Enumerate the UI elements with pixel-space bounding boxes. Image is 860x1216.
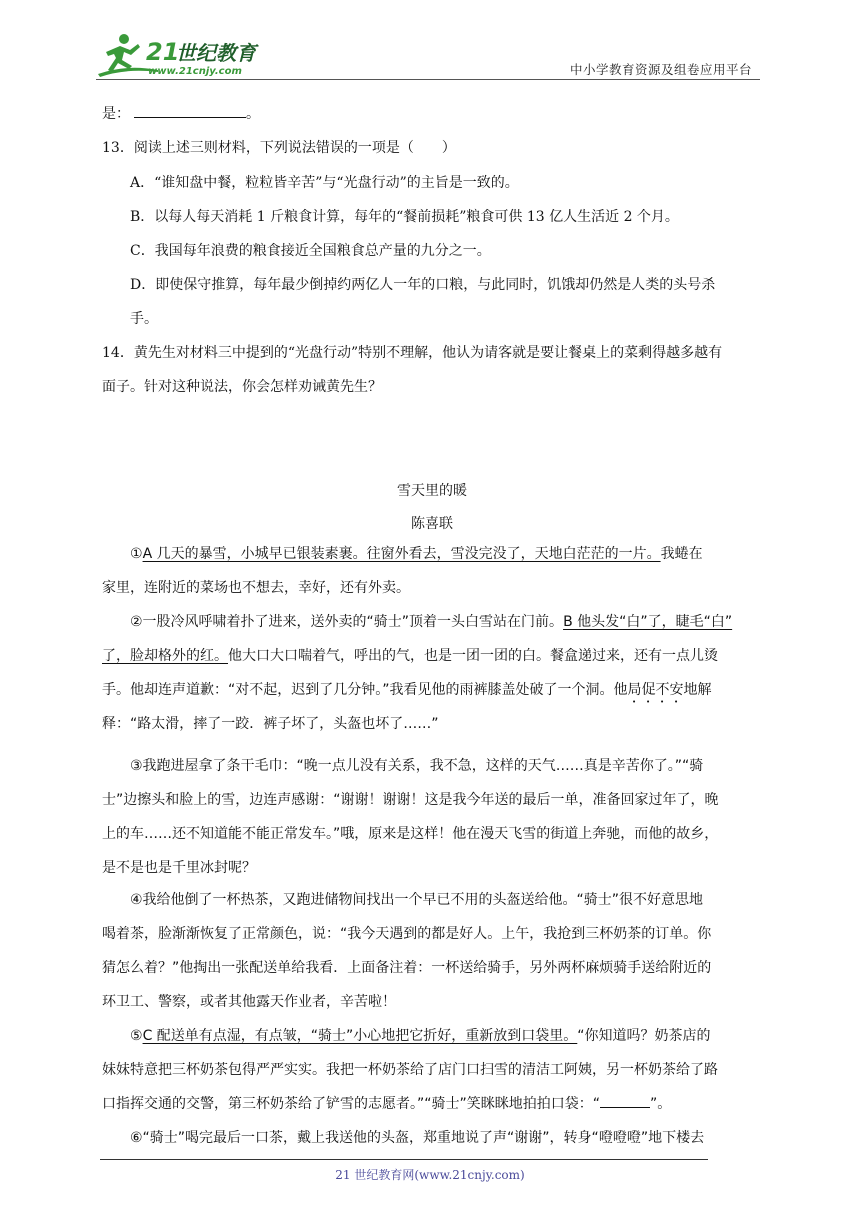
q13-option-d[interactable]: D．即使保守推算，每年最少倒掉约两亿人一年的口粮，与此同时，饥饿却仍然是人类的头号杀 bbox=[130, 277, 716, 293]
q13-stem: 13．阅读上述三则材料，下列说法错误的一项是（ ） bbox=[102, 140, 456, 156]
para1-line1 bbox=[130, 544, 703, 564]
text-run: ②一股冷风呼啸着扑了进来，送外卖的“骑士”顶着一头白雪站在门前。 bbox=[130, 614, 564, 630]
q14-line1: 14．黄先生对材料三中提到的“光盘行动”特别不理解，他认为请客就是要让餐桌上的菜剩得越多越有 bbox=[102, 345, 723, 361]
dotted-word: 局促不安 bbox=[627, 682, 684, 698]
text-run: 口指挥交通的交警，第三杯奶茶给了铲雪的志愿者。”“骑士”笑眯眯地拍拍口袋：“ bbox=[102, 1096, 601, 1112]
para4-line3: 猜怎么着？”他掏出一张配送单给我看．上面备注着：一杯送给骑手，另外两杯麻烦骑手送给附近的 bbox=[102, 960, 712, 976]
text-run: 地解 bbox=[683, 682, 712, 698]
text-run: “你知道吗？奶茶店的 bbox=[577, 1028, 711, 1044]
answer-blank[interactable] bbox=[134, 105, 246, 118]
para4-line4: 环卫工、警察，或者其他露天作业者，辛苦啦！ bbox=[102, 994, 396, 1010]
svg-text:21: 21 bbox=[146, 38, 180, 66]
story-author: 陈喜联 bbox=[411, 516, 453, 532]
text-run: 他大口大口喘着气，呼出的气，也是一团一团的白。餐盒递过来，还有一点儿烫 bbox=[228, 648, 718, 664]
brand-logo bbox=[96, 30, 266, 80]
q13-option-c[interactable]: C．我国每年浪费的粮食接近全国粮食总产量的九分之一。 bbox=[130, 243, 491, 259]
text-run: 手。他却连声道歉：“对不起，迟到了几分钟。”我看见他的雨裤膝盖处破了一个洞。他 bbox=[102, 682, 628, 698]
para5-line1 bbox=[130, 1026, 711, 1046]
para-number: ⑤ bbox=[130, 1028, 143, 1044]
story-title: 雪天里的暖 bbox=[397, 483, 467, 499]
para5-line3 bbox=[102, 1094, 671, 1114]
text-run: ”。 bbox=[650, 1096, 672, 1112]
para3-line1: ③我跑进屋拿了条干毛巾：“晚一点儿没有关系，我不急，这样的天气……真是辛苦你了。”“骑 bbox=[130, 758, 704, 774]
para3-line2: 士”边擦头和脸上的雪，边连声感谢：“谢谢！谢谢！这是我今年送的最后一单，准备回家过年了，晚 bbox=[102, 792, 719, 808]
svg-text:www.21cnjy.com: www.21cnjy.com bbox=[148, 66, 242, 77]
para3-line3: 上的车……还不知道能不能正常发车。”哦，原来是这样！他在漫天飞雪的街道上奔驰，而他的故乡， bbox=[102, 826, 719, 842]
q14-line2: 面子。针对这种说法，你会怎样劝诫黄先生？ bbox=[102, 379, 382, 395]
footer-divider bbox=[100, 1159, 708, 1160]
para2-line1 bbox=[130, 612, 732, 632]
para1-line2: 家里，连附近的菜场也不想去，幸好，还有外卖。 bbox=[102, 580, 410, 596]
page-header bbox=[96, 30, 760, 82]
q12-suffix: 。 bbox=[246, 106, 260, 122]
para2-line2 bbox=[102, 646, 718, 666]
q12-answer-line bbox=[102, 104, 260, 124]
para4-line2: 喝着茶，脸渐渐恢复了正常颜色，说：“我今天遇到的都是好人。上午，我抢到三杯奶茶的订单。你 bbox=[102, 926, 712, 942]
underlined-sentence-b-cont: 了，脸却格外的红。 bbox=[102, 648, 228, 664]
platform-name: 中小学教育资源及组卷应用平台 bbox=[569, 62, 752, 77]
para5-line2: 妹妹特意把三杯奶茶包得严严实实。我把一杯奶茶给了店门口扫雪的清洁工阿姨，另一杯奶茶给了路 bbox=[102, 1062, 718, 1078]
para4-line1: ④我给他倒了一杯热茶，又跑进储物间找出一个早已不用的头盔送给他。“骑士”很不好意思地 bbox=[130, 892, 704, 908]
para-number: ① bbox=[130, 546, 143, 562]
header-divider bbox=[96, 79, 760, 80]
q13-option-d-cont: 手。 bbox=[130, 311, 158, 327]
q13-option-b[interactable]: B．以每人每天消耗 1 斤粮食计算，每年的“餐前损耗”粮食可供 13 亿人生活近 2 个月。 bbox=[130, 209, 679, 225]
para2-line4: 释：“路太滑，摔了一跤．裤子坏了，头盔也坏了……” bbox=[102, 716, 439, 732]
para3-line4: 是不是也是千里冰封呢？ bbox=[102, 860, 256, 876]
underlined-sentence-c: C 配送单有点湿，有点皱，“骑士”小心地把它折好，重新放到口袋里。 bbox=[142, 1028, 578, 1044]
footer-text[interactable]: 21 世纪教育网(www.21cnjy.com) bbox=[335, 1168, 525, 1182]
underlined-sentence-a: A 几天的暴雪，小城早已银装素裹。往窗外看去，雪没完没了，天地白茫茫的一片。 bbox=[142, 546, 661, 562]
q13-option-a[interactable]: A．“谁知盘中餐，粒粒皆辛苦”与“光盘行动”的主旨是一致的。 bbox=[130, 175, 519, 191]
para6-line1: ⑥“骑士”喝完最后一口茶，戴上我送他的头盔，郑重地说了声“谢谢”，转身“噔噔噔”地下楼去 bbox=[130, 1130, 705, 1146]
q12-prefix: 是： bbox=[102, 106, 130, 122]
para2-line3 bbox=[102, 680, 712, 706]
svg-text:世纪教育: 世纪教育 bbox=[176, 41, 256, 65]
text-run: 我蜷在 bbox=[660, 546, 703, 562]
fill-in-blank[interactable] bbox=[600, 1095, 650, 1108]
underlined-sentence-b: B 他头发“白”了，睫毛“白” bbox=[563, 614, 733, 630]
